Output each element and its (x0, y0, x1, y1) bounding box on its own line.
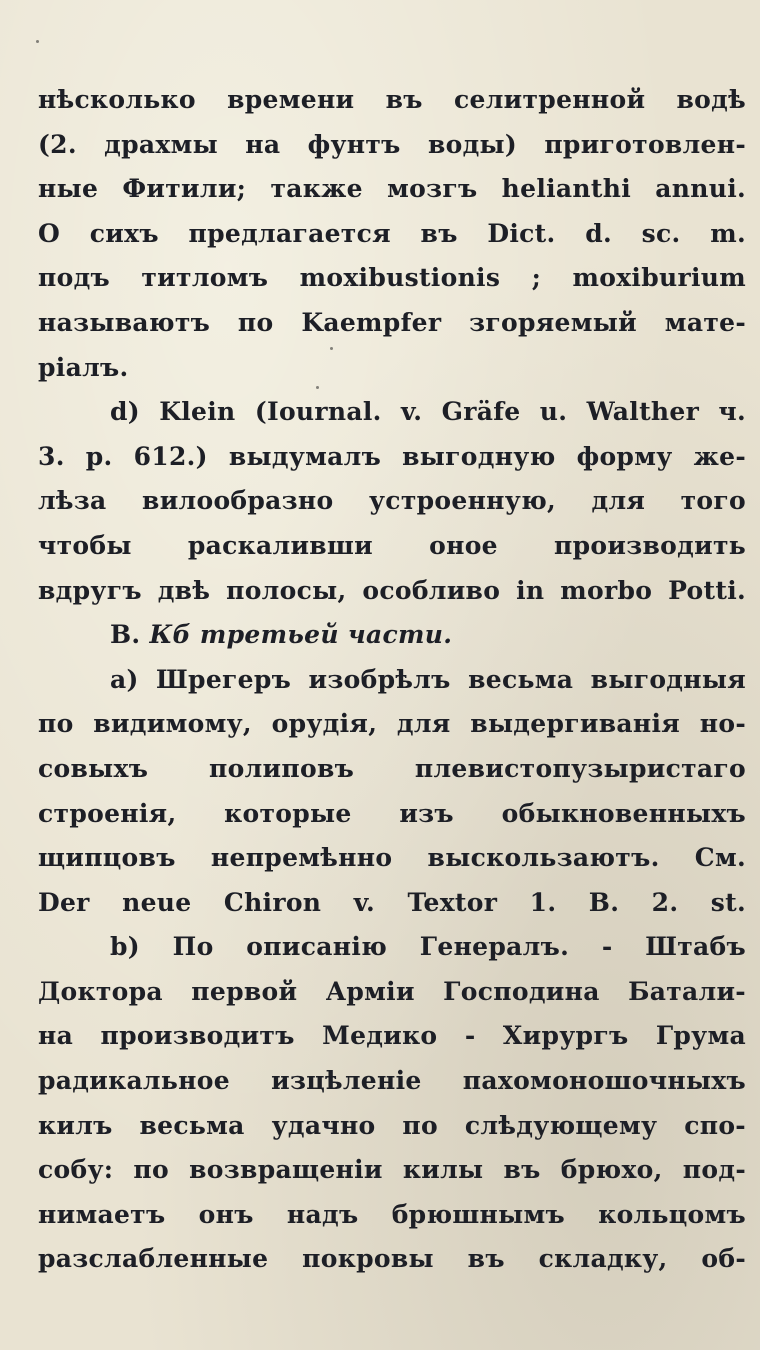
section-heading-title: Кб третьей части. (149, 620, 453, 650)
ink-speck (36, 40, 39, 43)
text-line: Der neue Chiron v. Textor 1. B. 2. st. (38, 887, 746, 917)
text-line: лѣза вилообразно устроенную, для того (38, 486, 746, 516)
text-line: называютъ по Kaempfer згоряемый мате- (38, 307, 746, 337)
text-line: чтобы раскаливши оное производить (38, 530, 746, 560)
text-block (38, 78, 746, 1282)
text-line: совыхъ полиповъ плевистопузыристаго (38, 753, 746, 783)
text-line: b) По описанію Генералъ. - Штабъ (110, 932, 746, 962)
text-line: ріалъ. (38, 352, 129, 382)
text-line: ные Фитили; также мозгъ helianthi annui. (38, 174, 746, 204)
text-line: разслабленные покровы въ складку, об- (38, 1244, 746, 1274)
text-line: нѣсколько времени въ селитренной водѣ (38, 85, 746, 114)
ink-speck (330, 347, 333, 350)
ink-speck (316, 386, 319, 389)
text-line: Доктора первой Арміи Господина Батали- (38, 976, 746, 1006)
text-line: на производитъ Медико - Хирургъ Грума (38, 1021, 746, 1051)
text-line: килъ весьма удачно по слѣдующему спо- (38, 1110, 746, 1140)
text-line: (2. драхмы на фунтъ воды) приготовлен- (38, 129, 746, 159)
text-line: строенія, которые изъ обыкновенныхъ (38, 798, 746, 828)
text-line: вдругъ двѣ полосы, особливо in morbo Potti. (38, 575, 746, 605)
text-line: d) Klein (Iournal. v. Gräfe u. Walther ч. (110, 397, 746, 427)
text-line: собу: по возвращеніи килы въ брюхо, под- (38, 1155, 746, 1185)
text-line: радикальное изцѣленіе пахомоношочныхъ (38, 1066, 746, 1096)
text-line: О сихъ предлагается въ Dict. d. sc. m. (38, 218, 746, 248)
text-line: подъ титломъ moxibustionis ; moxiburium (38, 263, 746, 293)
section-heading (38, 613, 746, 658)
text-line: 3. p. 612.) выдумалъ выгодную форму же- (38, 441, 746, 471)
text-line: по видимому, орудія, для выдергиванія но- (38, 709, 746, 739)
text-line: щипцовъ непремѣнно выскользаютъ. См. (38, 843, 746, 873)
text-line: a) Шрегеръ изобрѣлъ весьма выгодныя (110, 664, 746, 694)
text-line: нимаетъ онъ надъ брюшнымъ кольцомъ (38, 1199, 746, 1229)
section-heading-prefix: B. (110, 620, 141, 650)
